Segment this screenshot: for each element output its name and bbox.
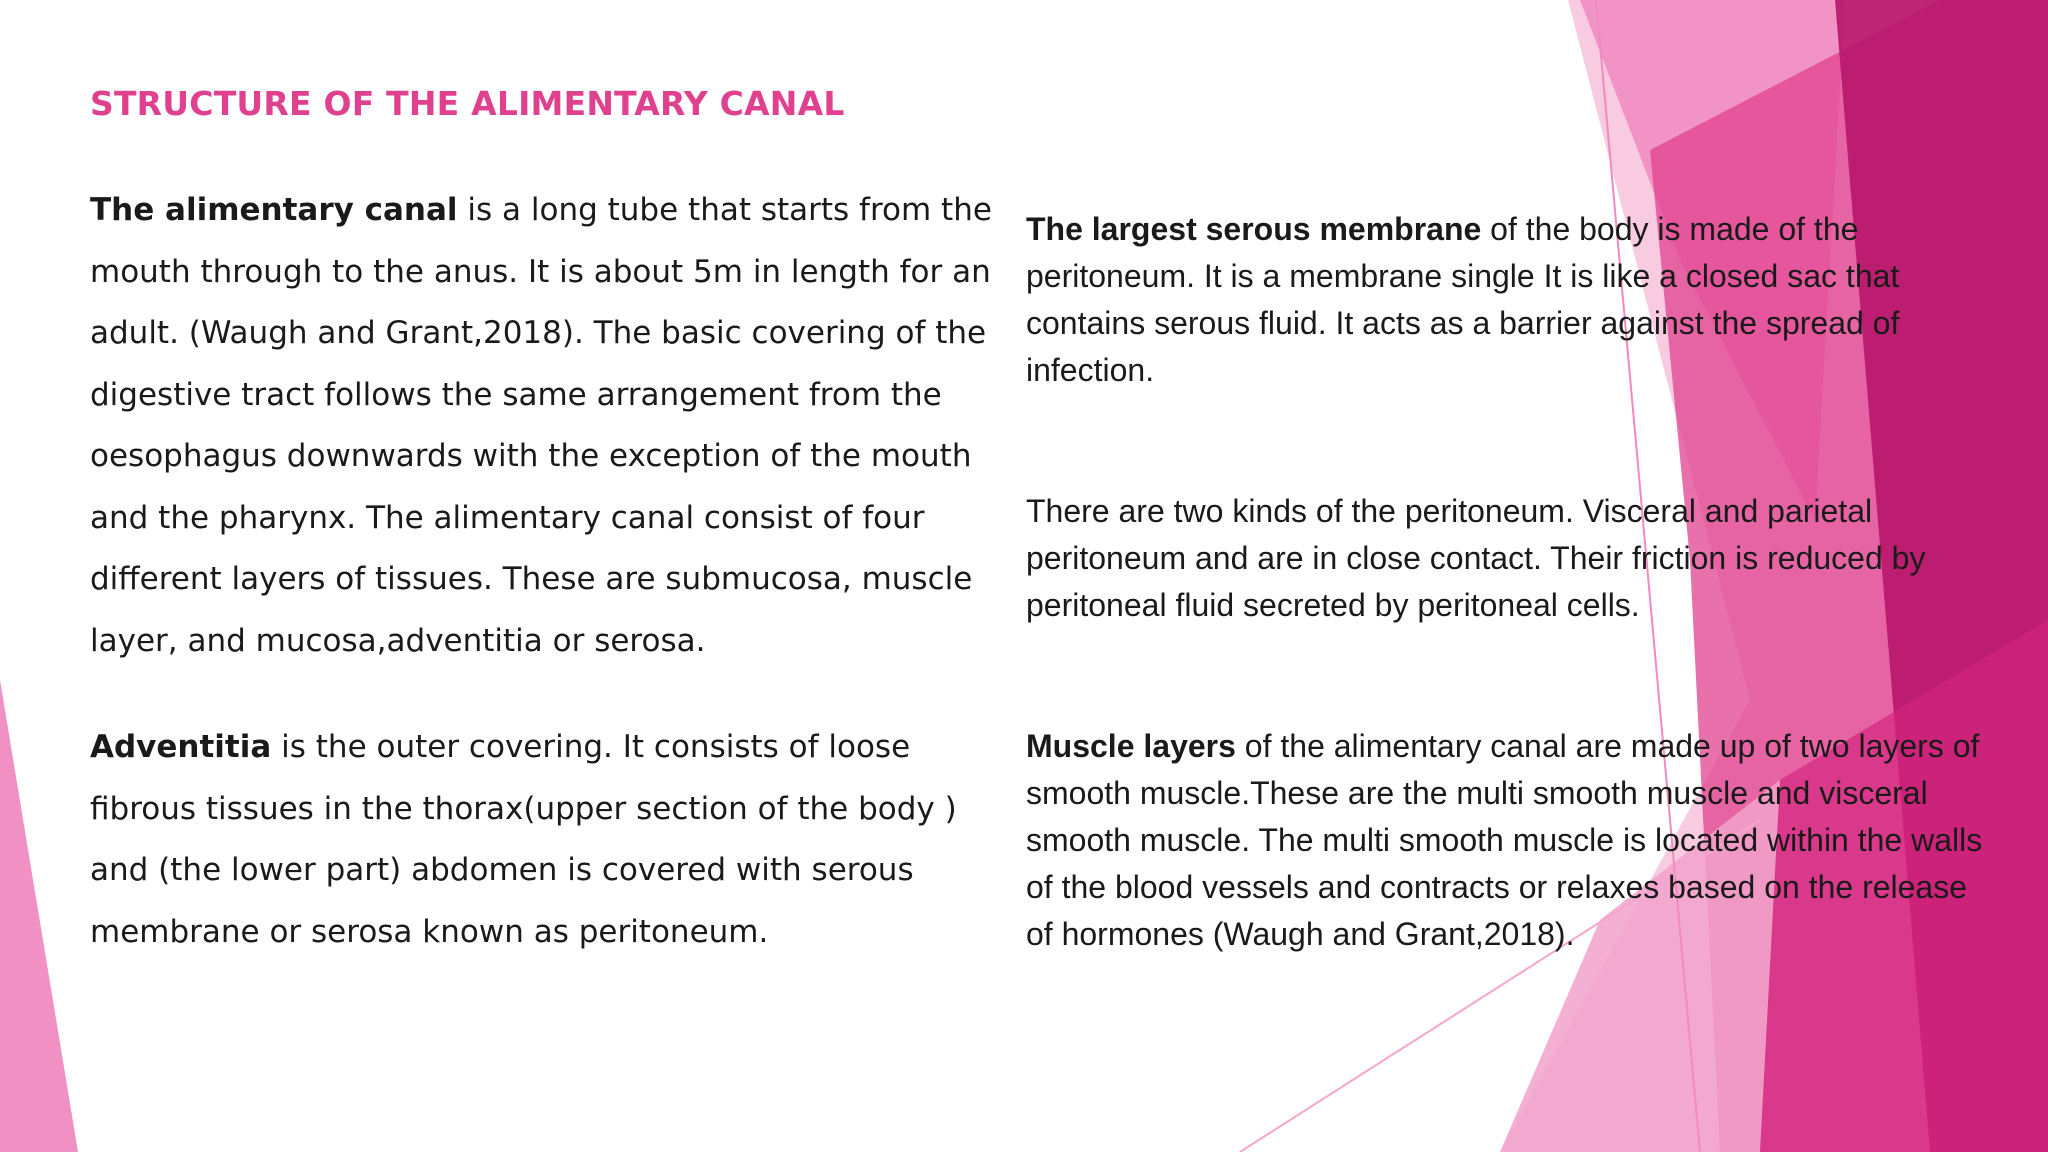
paragraph-spacer [1026,629,1986,723]
alimentary-canal-text: is a long tube that starts from the mouth through to the anus. It is about 5m in length for an adult. (Waugh and Grant,2018). The basic covering of the digestive tract follows the same arrangement from the oesophagus downwards with the exception of the mouth and the pharynx. The alimentary canal consist of four different layers of tissues. These are submucosa, muscle layer, and mucosa,adventitia or serosa. [90,192,992,659]
alimentary-canal-term: The alimentary canal [90,192,458,228]
adventitia-text: is the outer covering. It consists of loose fibrous tissues in the thorax(upper section of the body ) and (the lower part) abdomen is covered with serous membrane or serosa known as peritoneum. [90,729,957,950]
left-column [90,180,1010,963]
right-column [1026,206,1986,958]
slide-title: STRUCTURE OF THE ALIMENTARY CANAL [90,84,845,123]
muscle-layers-term: Muscle layers [1026,728,1236,764]
serous-membrane-text: of the body is made of the peritoneum. It is a membrane single It is like a closed sac that contains serous fluid. It acts as a barrier against the spread of infection. [1026,211,1900,388]
paragraph-spacer [1026,394,1986,488]
serous-membrane-paragraph [1026,206,1986,394]
adventitia-paragraph [90,717,1010,963]
muscle-layers-text: of the alimentary canal are made up of two layers of smooth muscle.These are the multi smooth muscle and visceral smooth muscle. The multi smooth muscle is located within the walls of the blood vessels and contracts or relaxes based on the release of hormones (Waugh and Grant,2018). [1026,728,1983,952]
adventitia-term: Adventitia [90,729,272,765]
paragraph-spacer [90,672,1010,717]
muscle-layers-paragraph [1026,723,1986,958]
serous-membrane-term: The largest serous membrane [1026,211,1482,247]
alimentary-canal-paragraph [90,180,1010,672]
peritoneum-kinds-paragraph [1026,488,1986,629]
left-pink-sliver [0,680,78,1152]
peritoneum-kinds-text: There are two kinds of the peritoneum. Visceral and parietal peritoneum and are in close contact. Their friction is reduced by peritoneal fluid secreted by peritoneal cells. [1026,493,1926,623]
